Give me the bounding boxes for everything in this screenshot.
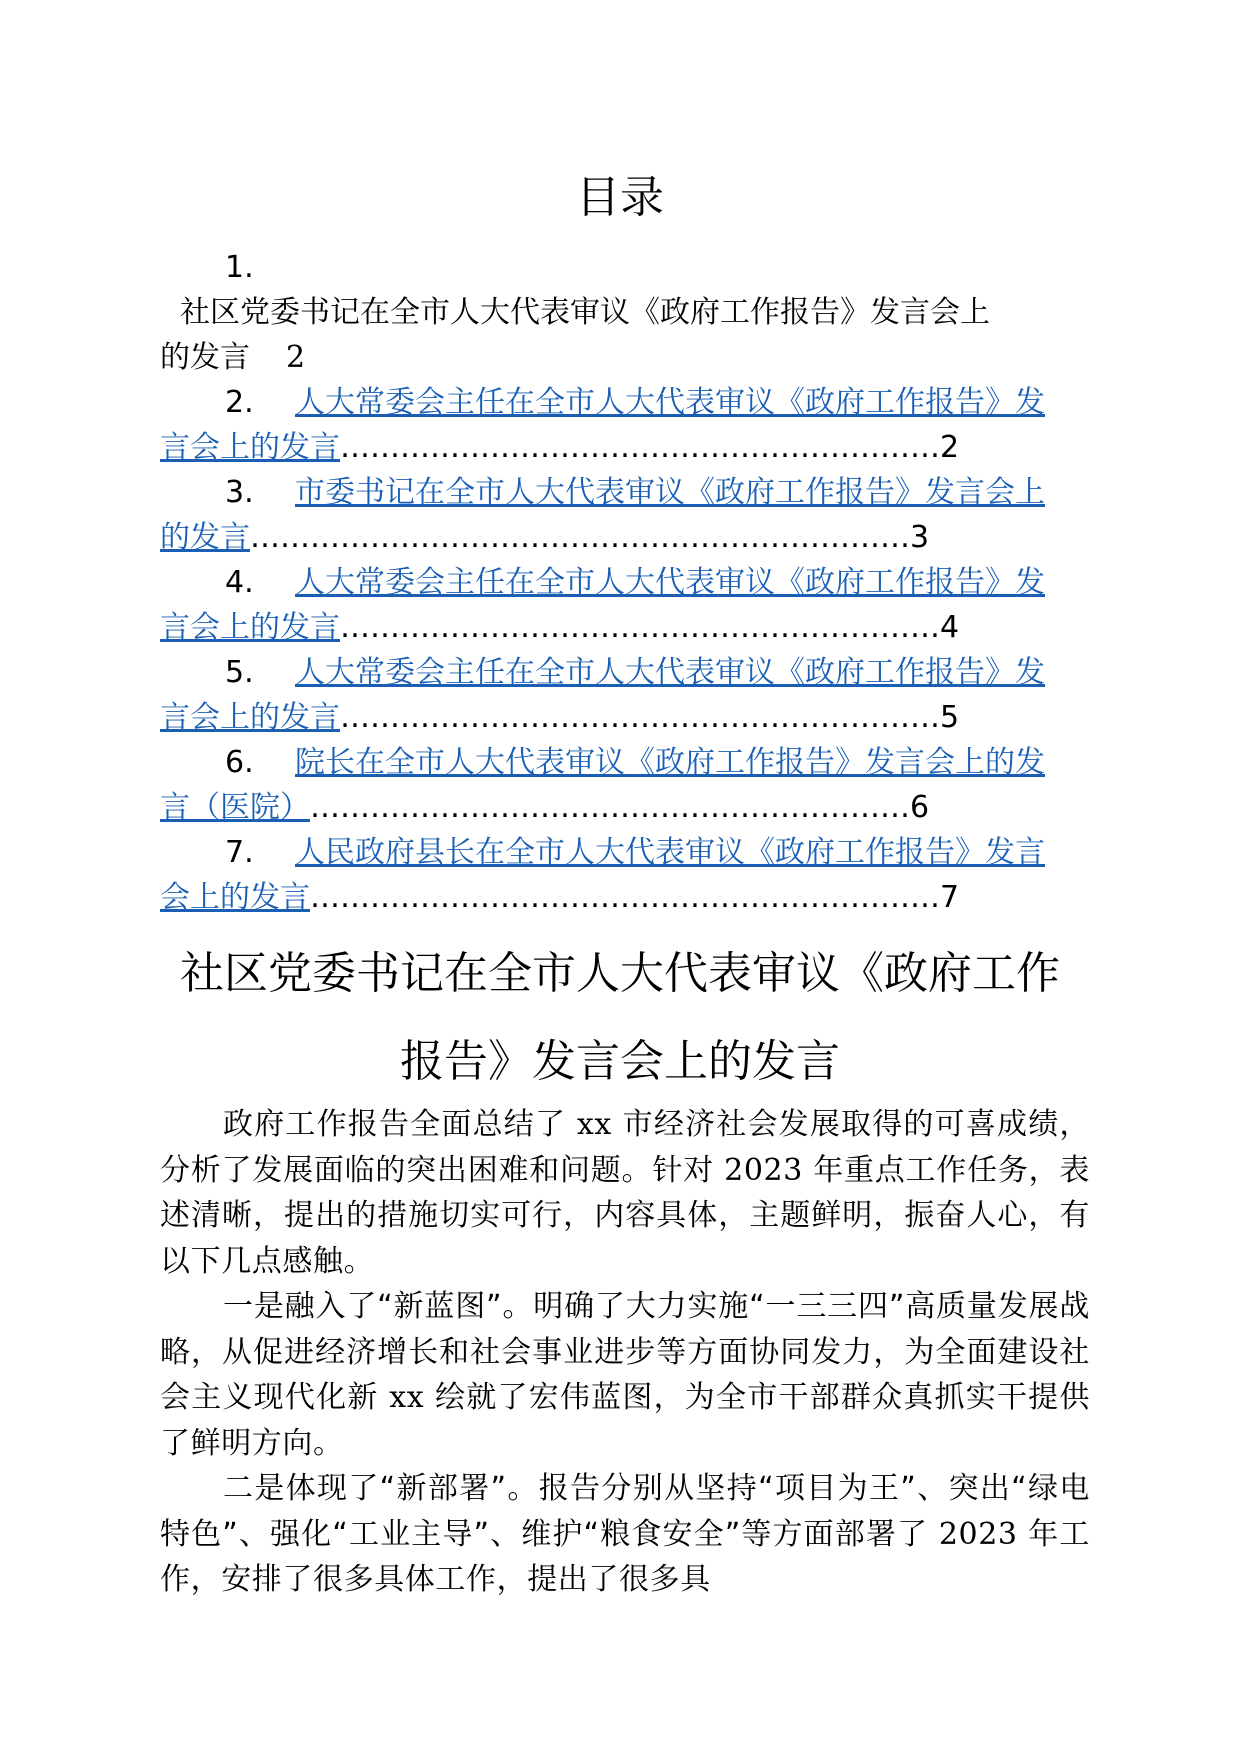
toc-heading: 目录 [576,172,664,223]
paragraph-text: 一是融入了“新蓝图”。明确了大力实施“一三三四”高质量发展战略，从促进经济增长和社会事业进步等方面协同发力，为全面建设社会主义现代化新 [160,1289,1090,1415]
toc-item-number: 5. [225,655,254,690]
toc-item-7-line1 [160,830,1085,875]
paragraph-text: 年工作，安排了很多具体工作，提出了很多具 [160,1516,1090,1597]
toc-leader-dots: …………………………………………………… [340,430,940,465]
toc-link[interactable]: 言会上的发言 [160,430,340,465]
toc-item-6-line2 [160,785,1085,830]
toc-item-page: 3 [910,520,930,555]
paragraph-text: 年重点工作任务，表述清晰，提出的措施切实可行，内容具体，主题鲜明，振奋人心，有以下几点感触。 [160,1152,1090,1279]
toc-link[interactable]: 言（医院） [160,790,310,825]
toc-item-1-number-line [160,245,1085,290]
table-of-contents [160,245,1085,920]
document-title [0,930,1240,1106]
paragraph-text: 市经济社会发展取得的可喜成绩，分析了发展面临的突出困难和问题。针对 [160,1107,1091,1188]
toc-leader-dots: …………………………………………………… [340,610,940,645]
toc-link[interactable]: 的发言 [160,520,250,555]
document-body [160,1102,1090,1603]
toc-link[interactable]: 人大常委会主任在全市人大代表审议《政府工作报告》发 [295,565,1045,600]
toc-item-number: 7. [225,835,254,870]
toc-item-5-line1 [160,650,1085,695]
toc-link[interactable]: 言会上的发言 [160,700,340,735]
toc-item-3-line2 [160,515,1085,560]
document-title-line: 报告》发言会上的发言 [400,1036,840,1087]
toc-link[interactable]: 人大常委会主任在全市人大代表审议《政府工作报告》发 [295,655,1045,690]
toc-item-page: 7 [940,880,960,915]
paragraph-text: xx [566,1107,623,1142]
toc-item-number: 4. [225,565,254,600]
toc-link[interactable]: 言会上的发言 [160,610,340,645]
toc-item-3-line1 [160,470,1085,515]
toc-item-4-line2 [160,605,1085,650]
toc-item-title: 社区党委书记在全市人大代表审议《政府工作报告》发言会上 [180,295,990,330]
toc-item-number: 6. [225,745,254,780]
paragraph-text: 绘就了宏伟蓝图，为全市干部群众真抓实干提供了鲜明方向。 [160,1380,1090,1461]
paragraph-text: xx [378,1380,436,1415]
toc-link[interactable]: 人大常委会主任在全市人大代表审议《政府工作报告》发 [295,385,1045,420]
toc-item-2-line1 [160,380,1085,425]
toc-item-number: 3. [225,475,254,510]
toc-item-7-line2 [160,875,1085,920]
toc-item-page: 4 [940,610,960,645]
toc-item-number: 2. [225,385,254,420]
toc-item-page: 2 [940,430,960,465]
toc-item-5-line2 [160,695,1085,740]
body-paragraph [160,1284,1090,1466]
toc-item-page: 2 [286,340,306,375]
toc-link[interactable]: 会上的发言 [160,880,310,915]
toc-leader-dots: …………………………………………………… [340,700,940,735]
paragraph-text: 二是体现了“新部署”。报告分别从坚持“项目为王”、突出“绿电特色”、强化“工业主导”、维护“粮食安全”等方面部署了 [160,1471,1090,1552]
document-title-line: 社区党委书记在全市人大代表审议《政府工作 [180,948,1060,999]
paragraph-text: 2023 [713,1152,814,1188]
body-paragraph [160,1466,1090,1603]
toc-item-4-line1 [160,560,1085,605]
toc-leader-dots: ……………………………………………………… [310,880,940,915]
toc-item-title-cont: 的发言 [160,340,250,375]
toc-link[interactable]: 市委书记在全市人大代表审议《政府工作报告》发言会上 [295,475,1045,510]
paragraph-text: 2023 [928,1516,1029,1552]
toc-item-number: 1. [225,250,254,285]
paragraph-text: 政府工作报告全面总结了 [223,1107,567,1142]
toc-link[interactable]: 院长在全市人大代表审议《政府工作报告》发言会上的发 [295,745,1045,780]
toc-item-2-line2 [160,425,1085,470]
body-paragraph [160,1102,1090,1284]
toc-item-6-line1 [160,740,1085,785]
toc-item-page: 5 [940,700,960,735]
toc-leader-dots: …………………………………………………… [310,790,910,825]
toc-item-1-title-cont-line [160,335,1085,380]
toc-leader-dots: ………………………………………………………… [250,520,910,555]
toc-link[interactable]: 人民政府县长在全市人大代表审议《政府工作报告》发言 [295,835,1045,870]
toc-item-1-title-line [160,290,1085,335]
toc-item-page: 6 [910,790,930,825]
